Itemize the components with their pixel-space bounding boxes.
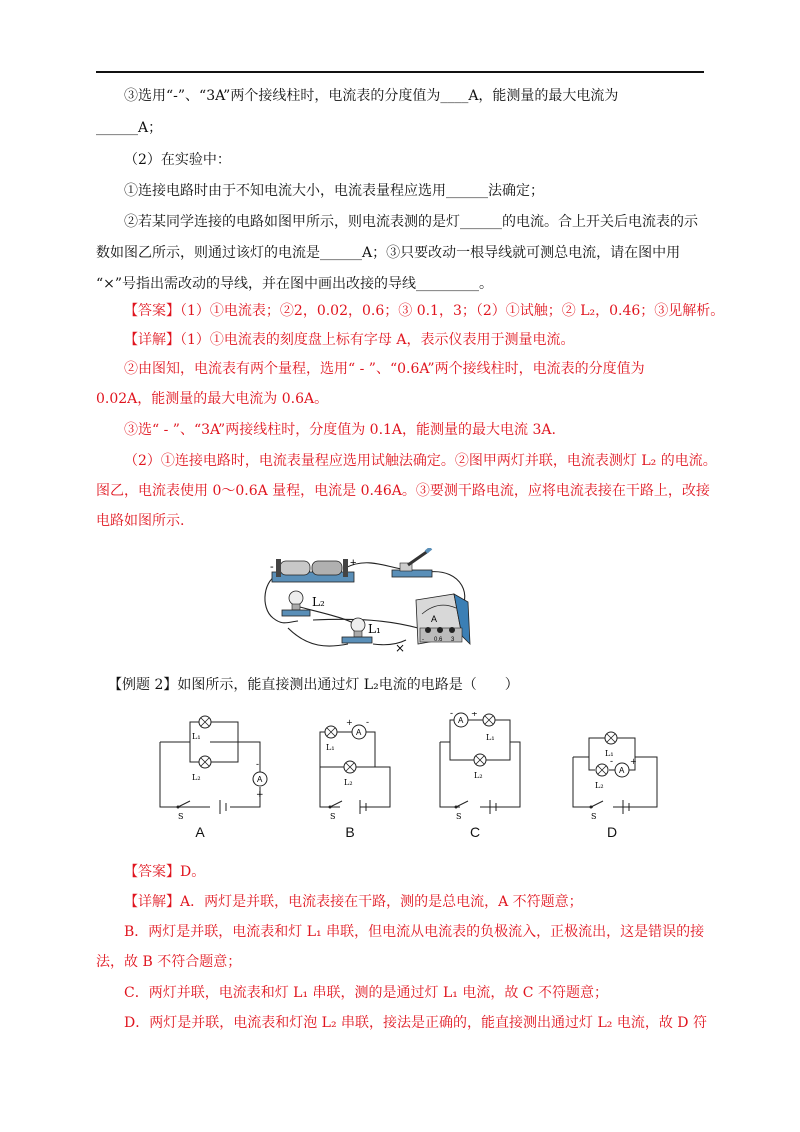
ammeter-icon: A xyxy=(257,775,263,784)
ammeter-icon: A xyxy=(458,716,464,725)
bulb-l2 xyxy=(282,591,310,616)
text-line: ______A； xyxy=(96,120,163,136)
sign-plus: + xyxy=(471,712,478,718)
option-label-c: C xyxy=(469,824,481,840)
sign-plus: + xyxy=(346,718,353,727)
sign-plus: + xyxy=(630,757,637,766)
sign-plus: + xyxy=(256,790,264,800)
text-line: ②若某同学连接的电路如图甲所示，则电流表测的是灯______的电流。合上开关后电流表的示 xyxy=(124,214,698,230)
label-l2: L₂ xyxy=(344,778,353,787)
explanation-line: 电路如图所示. xyxy=(96,513,185,529)
label-l2: L₂ xyxy=(474,771,483,780)
sign-minus: - xyxy=(450,712,454,719)
label-l1: L₁ xyxy=(605,749,614,758)
label-l2: L₂ xyxy=(595,781,604,790)
explanation-line: B．两灯是并联，电流表和灯 L₁ 串联，但电流从电流表的负极流入，正极流出，这是错误的接 xyxy=(124,924,705,940)
label-l1: L₁ xyxy=(192,732,201,741)
text-line: ③选用“-”、“3A”两个接线柱时，电流表的分度值为____A，能测量的最大电流为 xyxy=(124,88,619,104)
text-line: （2）在实验中： xyxy=(124,152,231,168)
answer-line: 【答案】D。 xyxy=(124,864,206,880)
explanation-line: ③选“ - ”、“3A”两接线柱时，分度值为 0.1A，能测量的最大电流 3A. xyxy=(124,422,556,438)
wire xyxy=(288,628,348,646)
explanation-line: ②由图知，电流表有两个量程，选用“ - ”、“0.6A”两个接线柱时，电流表的分度值为 xyxy=(124,361,645,377)
switch xyxy=(392,548,432,577)
battery-plus-label: + xyxy=(350,557,357,569)
option-label-b: B xyxy=(345,824,355,840)
battery-minus-label: - xyxy=(270,561,274,573)
label-l1: L₁ xyxy=(486,733,495,742)
explanation-line: 0.02A，能测量的最大电流为 0.6A。 xyxy=(96,391,329,407)
explanation-line: （2）①连接电路时，电流表量程应选用试触法确定。②图甲两灯并联，电流表测灯 L₂ 的电流。 xyxy=(124,453,717,469)
header-rule xyxy=(96,71,704,73)
switch-label: S xyxy=(591,812,597,821)
explanation-line: C．两灯并联，电流表和灯 L₁ 串联，测的是通过灯 L₁ 电流，故 C 不符题意； xyxy=(124,985,608,1001)
wire xyxy=(313,619,418,628)
circuit-figure xyxy=(258,548,478,660)
ammeter-icon: A xyxy=(619,766,625,775)
option-label-d: D xyxy=(606,824,618,840)
explanation-line: 图乙，电流表使用 0～0.6A 量程，电流是 0.46A。③要测干路电流，应将电流表接在干路上，改接 xyxy=(96,483,710,499)
switch-label: S xyxy=(330,812,336,821)
cross-mark: × xyxy=(395,641,406,655)
terminal-minus: - xyxy=(422,637,424,643)
sign-minus: - xyxy=(256,760,260,770)
option-label-a: A xyxy=(195,824,205,840)
explanation-line: 【详解】（1）①电流表的刻度盘上标有字母 A，表示仪表用于测量电流。 xyxy=(124,332,575,348)
text-line: 数如图乙所示，则通过该灯的电流是______A；③只要改动一根导线就可测总电流，请在图中用 xyxy=(96,245,681,261)
switch-label: S xyxy=(178,812,184,821)
battery-pack xyxy=(272,557,357,582)
explanation-line: 【详解】A．两灯是并联，电流表接在干路，测的是总电流，A 不符题意； xyxy=(124,894,583,910)
terminal-06: 0.6 xyxy=(434,637,443,643)
ammeter-icon: A xyxy=(356,728,362,737)
switch-label: S xyxy=(456,812,462,821)
explanation-line: D．两灯是并联，电流表和灯泡 L₂ 串联，接法是正确的，能直接测出通过灯 L₂ 电流，故 D 符 xyxy=(124,1015,707,1031)
text-line: ①连接电路时由于不知电流大小，电流表量程应选用______法确定； xyxy=(124,183,544,199)
example-question: 【例题 2】如图所示，能直接测出通过灯 L₂电流的电路是（ ） xyxy=(108,677,519,693)
circuit-option-c xyxy=(430,712,530,822)
sign-minus: - xyxy=(366,718,370,728)
l1-label: L₁ xyxy=(368,622,381,636)
meter-label: A xyxy=(431,614,438,624)
l2-label: L₂ xyxy=(312,595,325,609)
label-l1: L₁ xyxy=(326,743,335,752)
circuit-option-b xyxy=(300,712,400,822)
ammeter xyxy=(416,594,470,644)
circuit-option-d xyxy=(565,712,665,822)
label-l2: L₂ xyxy=(192,773,201,782)
text-line: “×”号指出需改动的导线，并在图中画出改接的导线_________。 xyxy=(96,276,494,292)
circuit-option-a xyxy=(150,712,270,822)
sign-minus: - xyxy=(610,757,614,767)
explanation-line: 法，故 B 不符合题意； xyxy=(96,954,242,970)
terminal-3: 3 xyxy=(451,637,455,643)
answer-line: 【答案】（1）①电流表；②2，0.02，0.6；③ 0.1，3；（2）①试触；② L₂，0.46；③见解析。 xyxy=(124,303,725,319)
